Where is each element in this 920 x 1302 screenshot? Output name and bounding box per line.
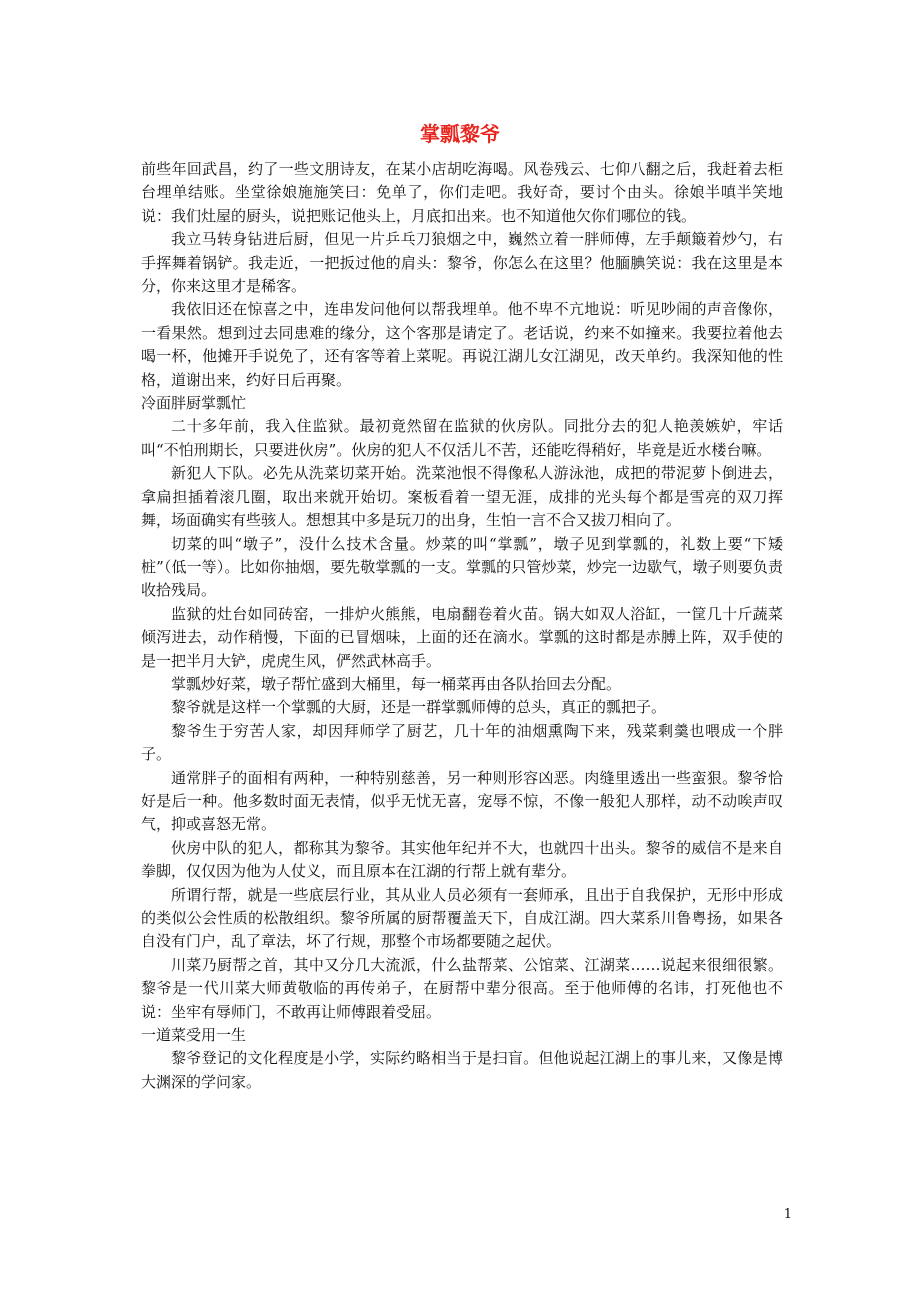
document-title: 掌瓢黎爷 <box>420 122 500 146</box>
paragraph: 川菜乃厨帮之首，其中又分几大流派，什么盐帮菜、公馆菜、江湖菜……说起来很细很繁。黎爷是一代川菜大师黄敬临的再传弟子，在厨帮中辈分很高。至于他师傅的名讳，打死他也不说：坐牢有辱师门，不敢再让师傅跟着受屈。 <box>141 955 783 1021</box>
paragraph: 我立马转身钻进后厨，但见一片乒乓刀狼烟之中，巍然立着一胖师傅，左手颠簸着炒勺，右手挥舞着锅铲。我走近，一把扳过他的肩头：黎爷，你怎么在这里？他腼腆笑说：我在这里是本分，你来这里才是稀客。 <box>141 230 783 296</box>
page-number: 1 <box>783 1207 792 1222</box>
document-body <box>141 158 783 1094</box>
paragraph: 黎爷就是这样一个掌瓢的大厨，还是一群掌瓢师傅的总头，真正的瓢把子。 <box>171 698 667 717</box>
paragraph: 黎爷生于穷苦人家，却因拜师学了厨艺，几十年的油烟熏陶下来，残菜剩羹也喂成一个胖子。 <box>141 721 783 764</box>
section-heading: 冷面胖厨掌瓢忙 <box>141 394 247 413</box>
section-heading: 一道菜受用一生 <box>141 1026 247 1045</box>
paragraph: 我依旧还在惊喜之中，连串发问他何以帮我埋单。他不卑不亢地说：听见吵闹的声音像你，一看果然。想到过去同患难的缘分，这个客那是请定了。老话说，约来不如撞来。我要拉着他去喝一杯，他摊开手说免了，还有客等着上菜呢。再说江湖儿女江湖见，改天单约。我深知他的性格，道谢出来，约好日后再聚。 <box>141 300 783 389</box>
paragraph: 掌瓢炒好菜，墩子帮忙盛到大桶里，每一桶菜再由各队抬回去分配。 <box>171 674 622 693</box>
paragraph: 黎爷登记的文化程度是小学，实际约略相当于是扫盲。但他说起江湖上的事儿来，又像是博大渊深的学问家。 <box>141 1049 783 1091</box>
paragraph: 新犯人下队。必先从洗菜切菜开始。洗菜池恨不得像私人游泳池，成把的带泥萝卜倒进去，拿扁担插着滚几圈，取出来就开始切。案板看着一望无涯，成排的光头每个都是雪亮的双刀挥舞，场面确实有些骇人。想想其中多是玩刀的出身，生怕一言不合又拔刀相向了。 <box>141 464 783 530</box>
paragraph: 切菜的叫“墩子”，没什么技术含量。炒菜的叫“掌瓢”，墩子见到掌瓢的，礼数上要“下矮桩”（低一等）。比如你抽烟，要先敬掌瓢的一支。掌瓢的只管炒菜，炒完一边歇气，墩子则要负责收拾残局。 <box>141 534 783 600</box>
paragraph: 前些年回武昌，约了一些文朋诗友，在某小店胡吃海喝。风卷残云、七仰八翻之后，我赶着去柜台埋单结账。坐堂徐娘施施笑曰：免单了，你们走吧。我好奇，要讨个由头。徐娘半嗔半笑地说：我们灶屋的厨头，说把账记他头上，月底扣出来。也不知道他欠你们哪位的钱。 <box>141 160 783 225</box>
paragraph: 通常胖子的面相有两种，一种特别慈善，另一种则形容凶恶。肉缝里透出一些蛮狠。黎爷恰好是后一种。他多数时面无表情，似乎无忧无喜，宠辱不惊，不像一般犯人那样，动不动唉声叹气，抑或喜怒无常。 <box>141 768 783 834</box>
paragraph: 伙房中队的犯人，都称其为黎爷。其实他年纪并不大，也就四十出头。黎爷的威信不是来自拳脚，仅仅因为他为人仗义，而且原本在江湖的行帮上就有辈分。 <box>141 838 783 881</box>
paragraph: 监狱的灶台如同砖窑，一排炉火熊熊，电扇翻卷着火苗。锅大如双人浴缸，一筐几十斤蔬菜倾泻进去，动作稍慢，下面的已冒烟味，上面的还在滴水。掌瓢的这时都是赤膊上阵，双手使的是一把半月大铲，虎虎生风，俨然武林高手。 <box>141 604 783 670</box>
paragraph: 所谓行帮，就是一些底层行业，其从业人员必须有一套师承，且出于自我保护，无形中形成的类似公会性质的松散组织。黎爷所属的厨帮覆盖天下，自成江湖。四大菜系川鲁粤扬，如果各自没有门户，乱了章法，坏了行规，那整个市场都要随之起伏。 <box>141 885 783 951</box>
paragraph: 二十多年前，我入住监狱。最初竟然留在监狱的伙房队。同批分去的犯人艳羡嫉妒，牢话叫“不怕刑期长，只要进伙房”。伙房的犯人不仅活儿不苦，还能吃得稍好，毕竟是近水楼台嘛。 <box>141 417 783 459</box>
